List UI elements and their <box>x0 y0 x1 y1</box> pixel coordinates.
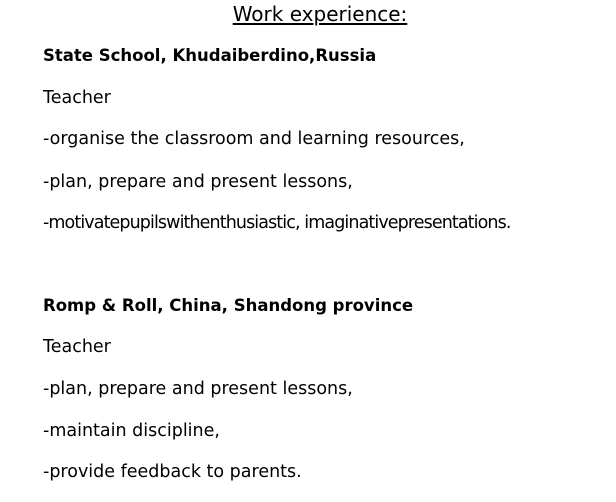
job-2-duty-2: -maintain discipline, <box>43 421 220 441</box>
job-1-duty-1: -organise the classroom and learning resources, <box>43 129 465 149</box>
job-1-employer: State School, Khudaiberdino,Russia <box>43 46 377 65</box>
section-title: Work experience: <box>232 2 408 26</box>
job-2-employer: Romp & Roll, China, Shandong province <box>43 296 414 315</box>
job-1-duty-3: -motivatepupilswithenthusiastic, imaginativepresentations. <box>43 213 511 233</box>
job-2-duty-3: -provide feedback to parents. <box>43 462 302 482</box>
job-1-duty-2: -plan, prepare and present lessons, <box>43 172 353 192</box>
job-2-position: Teacher <box>43 337 111 357</box>
job-2-duty-1: -plan, prepare and present lessons, <box>43 379 353 399</box>
job-1-position: Teacher <box>43 88 111 108</box>
